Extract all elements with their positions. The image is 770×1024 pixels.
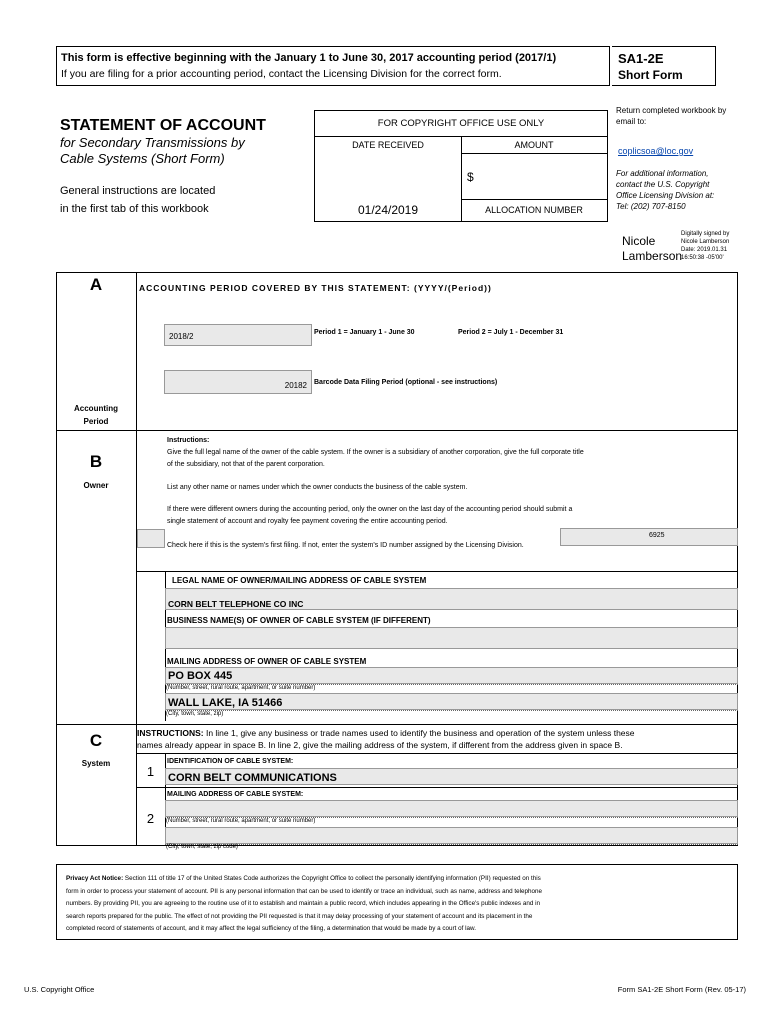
section-b-letter: B [89,452,103,471]
section-c-side-label: System [81,759,111,768]
allocation-label: ALLOCATION NUMBER [485,205,583,215]
effective-notice [56,46,610,86]
system-instr-line-1: In line 1, give any business or trade names used to identify the business and operation of the system unless these [203,728,635,738]
signature-name-first: Nicole [622,234,656,248]
address-line-1-hint: (Number, street, rural route, apartment, or suite number) [166,685,316,691]
privacy-line-3: numbers. By providing PII, you are agreeing to the routine use of it to establish and maintain a public record, which includes appearing in the Office's public indexes and in [66,900,540,907]
owner-instr-2: List any other name or names under which the owner conducts the business of the cable system. [167,484,468,491]
amount-dollar: $ [467,170,474,184]
system-instr-line-2: names already appear in space B. In line 2, give the mailing address of the system, if different from the address given in space B. [137,740,623,750]
system-id-input[interactable]: 6925 [560,528,738,546]
legal-name-label: LEGAL NAME OF OWNER/MAILING ADDRESS OF CABLE SYSTEM [172,576,427,585]
owner-instr-1a: Give the full legal name of the owner of the cable system. If the owner is a subsidiary of another corporation, give the full corporate title [167,449,584,456]
signature-name-last: Lamberson [622,249,683,263]
form-id [612,46,716,86]
section-a-letter: A [89,275,103,294]
footer-right: Form SA1-2E Short Form (Rev. 05-17) [617,985,746,994]
barcode-label: Barcode Data Filing Period (optional - see instructions) [314,379,498,386]
general-instr-2: in the first tab of this workbook [60,203,209,215]
accounting-period-input[interactable]: 2018/2 [164,324,312,346]
general-instr-1: General instructions are located [60,185,216,197]
amount-label: AMOUNT [514,140,554,150]
line-number-1: 1 [146,764,155,779]
address-line-2-input[interactable] [165,693,738,710]
section-a-heading: ACCOUNTING PERIOD COVERED BY THIS STATEMENT: (YYYY/(Period)) [139,283,492,293]
office-use-header: FOR COPYRIGHT OFFICE USE ONLY [377,118,545,129]
legal-name-value: CORN BELT TELEPHONE CO INC [168,599,304,609]
period-2-note: Period 2 = July 1 - December 31 [458,329,564,336]
privacy-line-2: form in order to process your statement of account. PII is any personal information that can be used to identify or trace an individual, such as name, address and telephone [66,887,543,895]
form-name: Short Form [618,68,683,82]
privacy-line-4: search reports prepared for the public. The effect of not providing the PII requested is that it may delay processing of your statement of account and its placement in the [66,912,533,920]
first-filing-checkbox[interactable] [137,529,165,548]
section-a-side-label-1: Accounting [74,404,118,413]
signature-note: Digitally signed by Nicole Lamberson Date: 2019.01.31 16:50:38 -05'00' [681,231,730,261]
form-code: SA1-2E [618,51,664,66]
address-line-1-value: PO BOX 445 [168,670,233,682]
first-filing-label: Check here if this is the system's first filing. If not, enter the system's ID number assigned by the Licensing Division. [167,542,524,549]
barcode-period-input[interactable]: 20182 [164,370,312,394]
system-instructions [137,727,635,751]
email-link[interactable]: coplicsoa@loc.gov [618,146,694,156]
date-received-label: DATE RECEIVED [352,140,424,150]
additional-info: For additional information, contact the U.S. Copyright Office Licensing Division at: Tel: (202) 707-8150 [616,169,715,211]
identification-value: CORN BELT COMMUNICATIONS [168,772,337,784]
notice-line-2: If you are filing for a prior accounting period, contact the Licensing Division for the correct form. [61,68,502,80]
system-instr-bold: INSTRUCTIONS: [137,728,204,738]
privacy-bold: Privacy Act Notice: [66,875,124,882]
system-mailing-label: MAILING ADDRESS OF CABLE SYSTEM: [167,791,304,798]
address-line-1-input[interactable] [165,667,738,684]
office-use-box [314,110,608,222]
privacy-line-5: completed record of statements of account, and it may affect the legal sufficiency of the filing, a determination that would be made by a court of law. [66,925,476,932]
date-received-value: 01/24/2019 [357,203,419,217]
identification-label: IDENTIFICATION OF CABLE SYSTEM: [167,758,294,765]
notice-line-1: This form is effective beginning with the January 1 to June 30, 2017 accounting period (2017/1) [61,52,557,64]
privacy-line-1: Section 111 of title 17 of the United States Code authorizes the Copyright Office to collect the personally identifying information (PII) requested on this [123,875,541,882]
business-name-label: BUSINESS NAME(S) OF OWNER OF CABLE SYSTEM (IF DIFFERENT) [167,616,431,625]
owner-instr-3a: If there were different owners during the accounting period, only the owner on the last day of the accounting period should submit a [167,506,573,513]
system-address-line-1-input[interactable] [165,800,738,817]
form-frame [56,272,738,846]
identification-input[interactable] [165,768,738,785]
owner-instr-1b: of the subsidiary, not that of the parent corporation. [167,461,325,468]
owner-instr-head: Instructions: [167,437,210,444]
period-1-note: Period 1 = January 1 - June 30 [314,329,415,336]
title-sub-1: for Secondary Transmissions by [60,135,245,150]
business-name-input[interactable] [165,627,738,649]
section-c-letter: C [89,731,103,750]
system-address-line-2-hint: (City, town, state, zip code) [166,844,238,850]
mailing-address-label: MAILING ADDRESS OF OWNER OF CABLE SYSTEM [167,657,367,666]
footer-left: U.S. Copyright Office [24,985,95,994]
privacy-notice [56,864,738,940]
address-line-2-value: WALL LAKE, IA 51466 [168,697,283,709]
title-sub-2: Cable Systems (Short Form) [60,151,225,166]
return-note: Return completed workbook by email to: [616,106,727,126]
page-title: STATEMENT OF ACCOUNT [60,117,266,134]
line-number-2: 2 [146,811,155,826]
address-line-2-hint: (City, town, state, zip) [166,711,224,717]
system-address-line-2-input[interactable] [165,827,738,844]
legal-name-input[interactable] [165,588,738,610]
section-a-side-label-2: Period [83,417,109,426]
system-address-line-1-hint: (Number, street, rural route, apartment, or suite number) [166,818,316,824]
section-b-side-label: Owner [83,481,109,490]
owner-instr-3b: single statement of account and royalty fee payment covering the entire accounting period. [167,518,448,525]
